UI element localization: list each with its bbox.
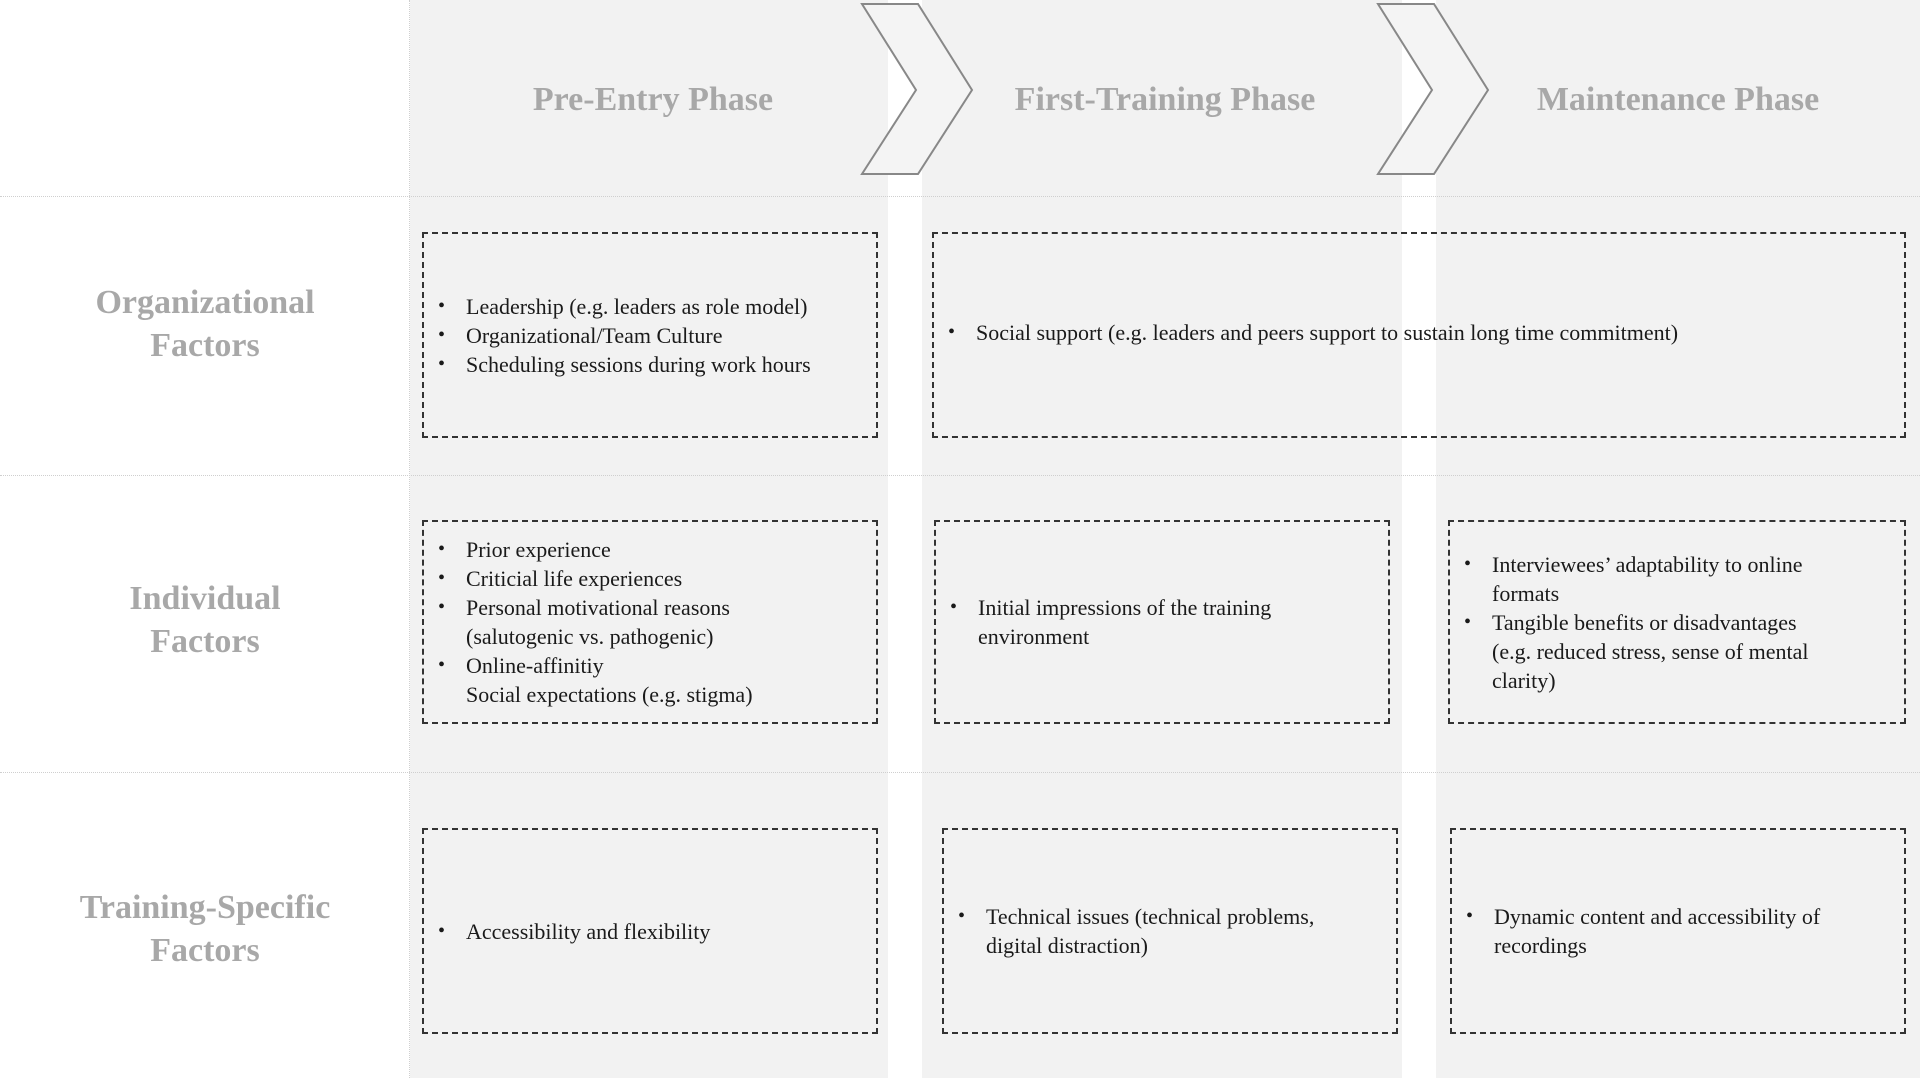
phase-title-pre-entry: Pre-Entry Phase — [532, 81, 774, 118]
list-item: • Leadership (e.g. leaders as role model) — [438, 292, 862, 321]
individual-maintenance-box — [1448, 520, 1906, 724]
list-item-continuation: (salutogenic vs. pathogenic) — [466, 624, 714, 649]
row-title-training-specific: Training-Specific Factors — [79, 889, 331, 969]
row-title-individual: Individual Factors — [129, 580, 281, 660]
row-title-organizational: Organizational Factors — [95, 284, 315, 364]
list-item-continuation: Social expectations (e.g. stigma) — [466, 682, 753, 707]
list-item-continuation: (e.g. reduced stress, sense of mental — [1492, 638, 1809, 664]
individual-pre-entry-box — [422, 520, 878, 724]
list-item-continuation: recordings — [1494, 933, 1587, 958]
list-item: • Interviewees’ adaptability to online — [1464, 550, 1890, 579]
training-pre-entry-box — [422, 828, 878, 1034]
column-divider — [409, 0, 410, 1078]
list-item: • Social support (e.g. leaders and peers support to sustain long time commitment) — [948, 318, 1890, 347]
row-divider — [0, 196, 1920, 197]
training-maintenance-box — [1450, 828, 1906, 1034]
list-item: • Organizational/Team Culture — [438, 321, 862, 350]
list-item: • Dynamic content and accessibility of — [1466, 902, 1890, 931]
list-item-continuation: formats — [1492, 580, 1560, 606]
list-item: • Initial impressions of the training — [950, 593, 1374, 622]
list-item: • Criticial life experiences — [438, 564, 862, 593]
row-divider — [0, 475, 1920, 476]
list-item: • Online-affinitiy — [438, 651, 862, 680]
phase-title-first-training: First-Training Phase — [1014, 81, 1316, 118]
row-divider — [0, 772, 1920, 773]
list-item: • Accessibility and flexibility — [438, 917, 862, 946]
list-item-continuation: environment — [978, 624, 1090, 649]
list-item: • Prior experience — [438, 535, 862, 564]
phase-title-maintenance: Maintenance Phase — [1536, 81, 1820, 118]
list-item-continuation: clarity) — [1492, 667, 1556, 693]
organizational-pre-entry-box — [422, 232, 878, 438]
individual-first-training-box — [934, 520, 1390, 724]
list-item: • Technical issues (technical problems, — [958, 902, 1382, 931]
list-item: • Tangible benefits or disadvantages — [1464, 608, 1890, 637]
list-item: • Personal motivational reasons — [438, 593, 862, 622]
list-item: • Scheduling sessions during work hours — [438, 350, 862, 379]
list-item-continuation: digital distraction) — [986, 933, 1148, 958]
training-first-training-box — [942, 828, 1398, 1034]
organizational-first-training-maintenance-box — [932, 232, 1906, 438]
